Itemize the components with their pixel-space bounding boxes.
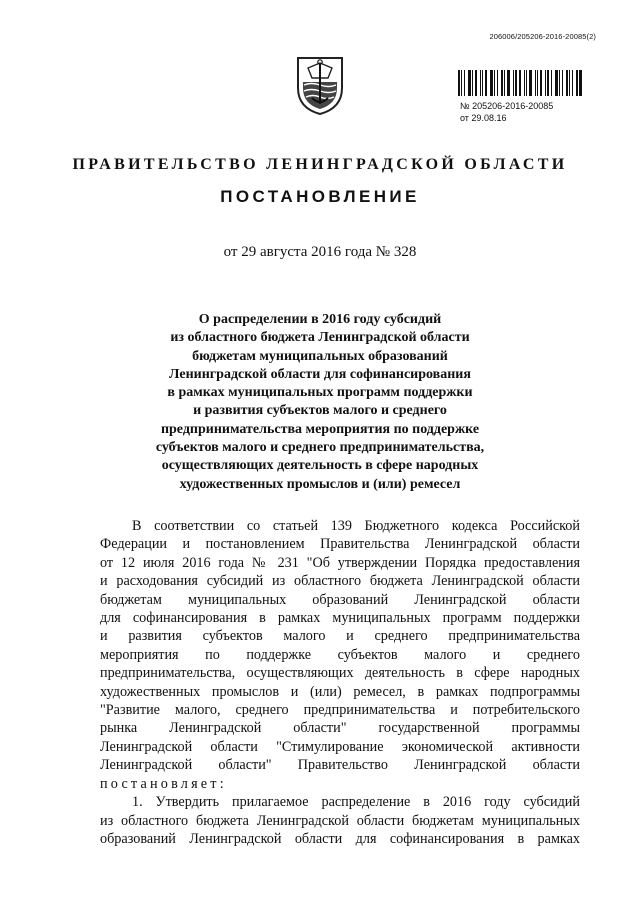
body-line: образований Ленинградской области для софинансирования в рамках <box>100 830 580 847</box>
barcode-bar <box>461 70 462 96</box>
body-line-resolves: постановляет: <box>100 775 227 792</box>
body-line: рынка Ленинградской области" государственной программы <box>100 720 580 737</box>
barcode-bar <box>494 70 495 96</box>
document-body <box>100 517 580 848</box>
barcode-bar <box>555 70 558 96</box>
title-line: художественных промыслов и (или) ремесел <box>179 476 461 492</box>
barcode-bar <box>526 70 527 96</box>
body-line: мероприятия по поддержке субъектов малого и среднего <box>100 646 580 663</box>
barcode-bar <box>504 70 505 96</box>
title-line: предпринимательства мероприятия по поддержке <box>160 421 480 437</box>
barcode-bar <box>566 70 568 96</box>
barcode-bar <box>472 70 473 96</box>
barcode-bar <box>524 70 525 96</box>
body-line: Ленинградской области" Правительство Ленинградской области <box>100 757 580 774</box>
registration-date: от 29.08.16 <box>460 113 507 123</box>
body-line: Ленинградской области "Стимулирование экономической активности <box>100 738 580 755</box>
document-title <box>120 311 520 494</box>
title-line: и развития субъектов малого и среднего <box>193 403 447 419</box>
barcode-bar <box>513 70 514 96</box>
body-line: бюджетам муниципальных образований Ленинградской области <box>100 591 580 608</box>
barcode-bar <box>519 70 521 96</box>
barcode-bar <box>537 70 538 96</box>
barcode-icon <box>458 70 586 96</box>
title-line: О распределении в 2016 году субсидий <box>198 312 442 327</box>
barcode-bar <box>572 70 573 96</box>
barcode-bar <box>468 70 471 96</box>
body-line: художественных промыслов и (или) ремесел, в рамках подпрограммы <box>100 683 580 700</box>
body-line: из областного бюджета Ленинградской области бюджетам муниципальных <box>100 812 580 829</box>
title-line: из областного бюджета Ленинградской области <box>170 330 470 346</box>
barcode-bar <box>501 70 503 96</box>
barcode-bar <box>579 70 582 96</box>
body-line: от 12 июля 2016 года № 231 "Об утверждении Порядка предоставления <box>100 554 580 571</box>
barcode-bar <box>490 70 493 96</box>
body-line: предпринимательства, осуществляющих деятельность в сфере народных <box>100 665 580 682</box>
body-line: и расходования субсидий из областного бюджета Ленинградской области <box>100 573 580 590</box>
registration-number: № 205206-2016-20085 <box>460 101 554 111</box>
barcode-bar <box>475 70 477 96</box>
barcode-bar <box>482 70 483 96</box>
barcode-bar <box>458 70 460 96</box>
date-and-number: от 29 августа 2016 года № 328 <box>223 244 417 260</box>
document-code: 206006/205206-2016-20085(2) <box>489 32 596 41</box>
body-line: для софинансирования в рамках муниципальных программ поддержки <box>100 610 580 627</box>
body-line: 1. Утвердить прилагаемое распределение в 2016 году субсидий <box>132 794 580 811</box>
title-line: осуществляющих деятельность в сфере народных <box>161 458 479 474</box>
title-line: субъектов малого и среднего предпринимательства, <box>155 440 485 456</box>
barcode-bar <box>535 70 536 96</box>
barcode-bar <box>485 70 487 96</box>
title-line: в рамках муниципальных программ поддержки <box>167 385 473 401</box>
barcode-bar <box>545 70 546 96</box>
registration-stamp <box>460 100 553 124</box>
body-line: "Развитие малого, среднего предпринимательства и потребительского <box>100 702 580 719</box>
body-line: и развития субъектов малого и среднего предпринимательства <box>100 628 580 645</box>
body-line: В соответствии со статьей 139 Бюджетного кодекса Российской <box>132 518 580 534</box>
barcode-bar <box>551 70 552 96</box>
leningrad-oblast-coat-of-arms-icon <box>294 54 346 116</box>
barcode-bar <box>507 70 510 96</box>
barcode-bar <box>529 70 532 96</box>
barcode-bar <box>515 70 517 96</box>
title-line: бюджетам муниципальных образований <box>192 348 448 364</box>
body-line: Федерации и постановлением Правительства Ленинградской области <box>100 536 580 553</box>
barcode-bar <box>547 70 549 96</box>
barcode-bar <box>562 70 563 96</box>
barcode-bar <box>569 70 570 96</box>
barcode-bar <box>576 70 578 96</box>
barcode-bar <box>540 70 542 96</box>
barcode-bar <box>559 70 560 96</box>
title-line: Ленинградской области для софинансирования <box>169 366 471 382</box>
barcode-bar <box>497 70 498 96</box>
barcode-bar <box>464 70 465 96</box>
document-type: ПОСТАНОВЛЕНИЕ <box>220 187 420 206</box>
authority-heading: ПРАВИТЕЛЬСТВО ЛЕНИНГРАДСКОЙ ОБЛАСТИ <box>72 156 568 173</box>
barcode-bar <box>480 70 481 96</box>
